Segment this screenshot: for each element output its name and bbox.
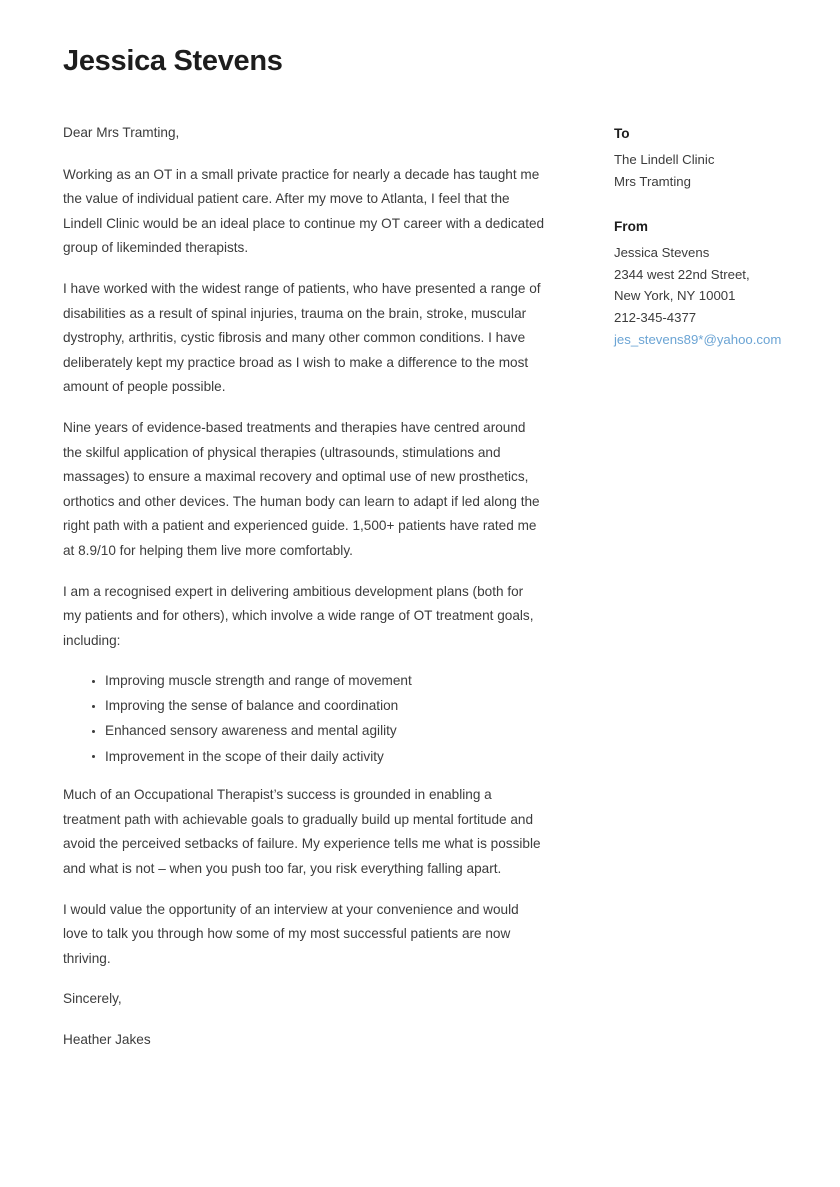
list-item: Enhanced sensory awareness and mental agility	[92, 719, 545, 744]
body-paragraph-5: Much of an Occupational Therapist’s success is grounded in enabling a treatment path with achievable goals to gradually build up mental fortitude and avoid the perceived setbacks of failure. My experience tells me what is possible and what is not – when you push too far, you risk everything falling apart.	[63, 787, 541, 876]
to-heading: To	[614, 126, 630, 141]
letter-body-column	[63, 121, 545, 1053]
from-email-link[interactable]: jes_stevens89*@yahoo.com	[614, 331, 782, 347]
list-item: Improving the sense of balance and coordination	[92, 694, 545, 719]
from-heading: From	[614, 219, 648, 235]
body-paragraph-3: Nine years of evidence-based treatments and therapies have centred around the skilful application of physical therapies (ultrasounds, stimulations and massages) to ensure a maximal recovery and optimal use of new prosthetics, orthotics and other devices. The human body can learn to adapt if led along the right path with a patient and experienced guide. 1,500+ patients have rated me at 8.9/10 for helping them live more comfortably.	[63, 419, 540, 558]
to-block	[614, 123, 814, 192]
from-block	[614, 216, 814, 350]
from-street-address: 2344 west 22nd Street,	[614, 266, 750, 282]
body-paragraph-1: Working as an OT in a small private practice for nearly a decade has taught me the value of individual patient care. After my move to Atlanta, I feel that the Lindell Clinic would be an ideal place to continue my OT career with a dedicated group of likeminded therapists.	[63, 166, 545, 256]
list-item: Improvement in the scope of their daily activity	[92, 745, 545, 770]
page-title: Jessica Stevens	[63, 45, 283, 77]
signature-name: Heather Jakes	[63, 1031, 151, 1047]
body-paragraph-4: I am a recognised expert in delivering ambitious development plans (both for my patients and for others), which involve a wide range of OT treatment goals, including:	[63, 583, 534, 648]
body-paragraph-2: I have worked with the widest range of patients, who have presented a range of disabilities as a result of spinal injuries, trauma on the brain, stroke, muscular dystrophy, arthritis, cystic fibrosis and many other common conditions. I have deliberately kept my practice broad as I wish to make a difference to the most amount of people possible.	[63, 280, 541, 395]
treatment-goals-list	[63, 669, 545, 769]
list-item: Improving muscle strength and range of movement	[92, 669, 545, 694]
body-paragraph-6: I would value the opportunity of an interview at your convenience and would love to talk you through how some of my most successful patients are now thriving.	[63, 901, 519, 966]
from-city-state-zip: New York, NY 10001	[614, 288, 736, 304]
to-recipient-organisation: The Lindell Clinic	[614, 152, 715, 167]
from-sender-name: Jessica Stevens	[614, 245, 710, 261]
closing-line: Sincerely,	[63, 991, 122, 1007]
address-sidebar	[614, 123, 814, 350]
salutation: Dear Mrs Tramting,	[63, 125, 180, 140]
to-recipient-name: Mrs Tramting	[614, 173, 691, 189]
from-phone-number: 212-345-4377	[614, 309, 697, 325]
